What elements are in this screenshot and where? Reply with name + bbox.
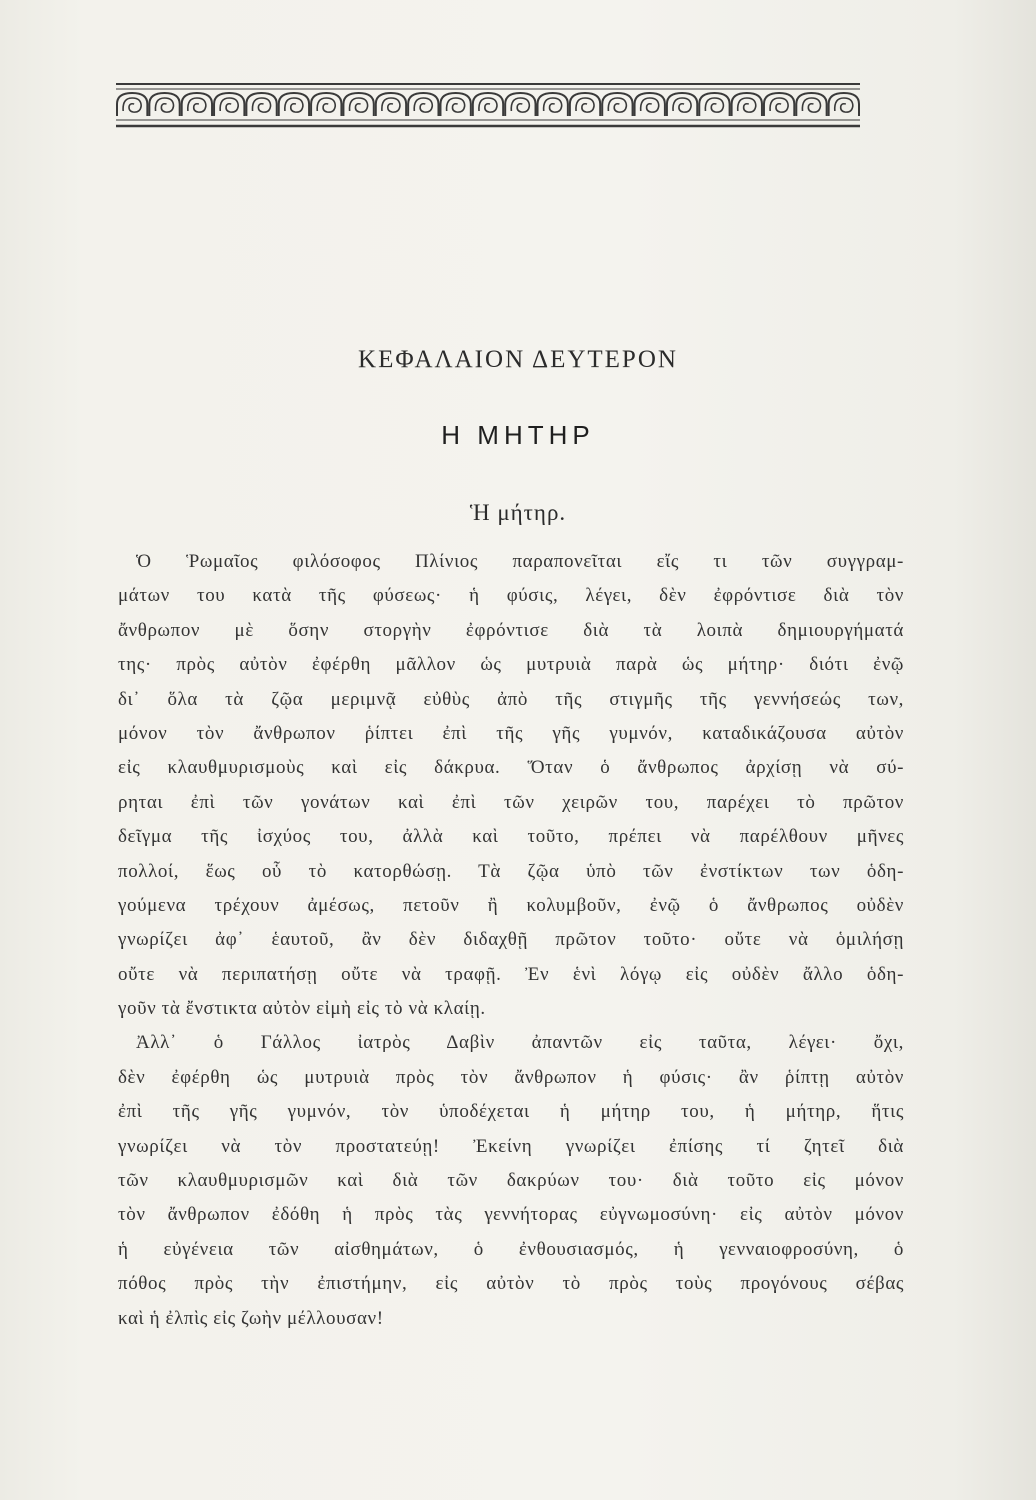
text-line: ἡ εὐγένεια τῶν αἰσθημάτων, ὁ ἐνθουσιασμός, ἡ γενναιοφροσύνη, ὁ (118, 1238, 904, 1260)
text-line: γνωρίζει νὰ τὸν προστατεύῃ! Ἐκείνη γνωρίζει ἐπίσης τί ζητεῖ διὰ (118, 1135, 904, 1157)
ornament-motif (699, 93, 729, 116)
ornament-motif (246, 93, 276, 116)
ornament-motif (149, 93, 179, 116)
text-line: δεῖγμα τῆς ἰσχύος του, ἀλλὰ καὶ τοῦτο, πρέπει νὰ παρέλθουν μῆνες (118, 826, 904, 848)
section-subtitle: Ἡ μήτηρ. (469, 500, 567, 525)
ornament-motif (505, 93, 535, 116)
text-line: δι᾽ ὅλα τὰ ζῷα μεριμνᾷ εὐθὺς ἀπὸ τῆς στιγμῆς τῆς γεννήσεώς των, (118, 688, 904, 710)
text-line: τῶν κλαυθμυρισμῶν καὶ διὰ τῶν δακρύων του· διὰ τοῦτο εἰς μόνον (118, 1170, 904, 1192)
ornament-motif (214, 93, 244, 116)
ornament-motif (473, 93, 503, 116)
text-line: ἐπὶ τῆς γῆς γυμνόν, τὸν ὑποδέχεται ἡ μήτηρ του, ἡ μήτηρ, ἥτις (118, 1101, 904, 1123)
text-line: εἰς κλαυθμυρισμοὺς καὶ εἰς δάκρυα. Ὅταν ὁ ἄνθρωπος ἀρχίσῃ νὰ σύ- (118, 757, 904, 779)
text-line: γούμενα τρέχουν ἀμέσως, πετοῦν ἢ κολυμβοῦν, ἐνῷ ὁ ἄνθρωπος οὐδὲν (118, 894, 904, 916)
text-line: Ὁ Ῥωμαῖος φιλόσοφος Πλίνιος παραπονεῖται εἴς τι τῶν συγγραμ- (136, 551, 904, 572)
ornament-motif (764, 93, 794, 116)
text-line: γνωρίζει ἀφ᾽ ἑαυτοῦ, ἂν δὲν διδαχθῇ πρῶτον τοῦτο· οὔτε νὰ ὁμιλήσῃ (118, 929, 904, 951)
ornament-motif (732, 93, 762, 116)
ornament-motif (182, 93, 212, 116)
ornament-motif (440, 93, 470, 116)
greek-key-border (116, 82, 860, 130)
text-line: πόθος πρὸς τὴν ἐπιστήμην, εἰς αὐτὸν τὸ πρὸς τοὺς προγόνους σέβας (118, 1273, 904, 1295)
ornament-motif (602, 93, 632, 116)
text-line: της· πρὸς αὐτὸν ἐφέρθη μᾶλλον ὡς μυτρυιὰ παρὰ ὡς μήτηρ· διότι ἐνῷ (118, 654, 904, 676)
ornament-motif (117, 93, 147, 116)
text-line: μάτων του κατὰ τῆς φύσεως· ἡ φύσις, λέγει, δὲν ἐφρόντισε διὰ τὸν (118, 585, 904, 607)
text-line: δὲν ἐφέρθη ὡς μυτρυιὰ πρὸς τὸν ἄνθρωπον ἡ φύσις· ἂν ῥίπτῃ αὐτὸν (118, 1066, 904, 1088)
ornament-motif (538, 93, 568, 116)
text-line: γοῦν τὰ ἔνστικτα αὐτὸν εἰμὴ εἰς τὸ νὰ κλαίῃ. (118, 998, 486, 1020)
ornament-motif (279, 93, 309, 116)
text-line: τὸν ἄνθρωπον ἐδόθη ἡ πρὸς τὰς γεννήτορας εὐγνωμοσύνη· εἰς αὐτὸν μόνον (118, 1204, 904, 1226)
text-line: μόνον τὸν ἄνθρωπον ῥίπτει ἐπὶ τῆς γῆς γυμνόν, καταδικάζουσα αὐτὸν (118, 722, 904, 744)
ornament-motif (829, 93, 859, 116)
body-text (118, 545, 904, 1336)
ornament-motif (343, 93, 373, 116)
ornament-motif (311, 93, 341, 116)
text-line: ρηται ἐπὶ τῶν γονάτων καὶ ἐπὶ τῶν χειρῶν του, παρέχει τὸ πρῶτον (118, 791, 904, 813)
ornament-motif (796, 93, 826, 116)
chapter-title: Η ΜΗΤΗΡ (441, 420, 595, 450)
text-line: Ἀλλ᾽ ὁ Γάλλος ἰατρὸς Δαβὶν ἀπαντῶν εἰς ταῦτα, λέγει· ὄχι, (136, 1032, 904, 1054)
text-line: οὔτε νὰ περιπατήσῃ οὔτε νὰ τραφῇ. Ἐν ἑνὶ λόγῳ εἰς οὐδὲν ἄλλο ὁδη- (118, 963, 904, 985)
ornament-motif (376, 93, 406, 116)
ornament-motif (408, 93, 438, 116)
ornament-motif (570, 93, 600, 116)
chapter-heading: ΚΕΦΑΛΑΙΟΝ ΔΕΥΤΕΡΟΝ (358, 346, 678, 373)
text-line: πολλοί, ἕως οὗ τὸ κατορθώσῃ. Τὰ ζῷα ὑπὸ τῶν ἐνστίκτων των ὁδη- (118, 860, 904, 882)
ornament-motif (667, 93, 697, 116)
text-line: ἄνθρωπον μὲ ὅσην στοργὴν ἐφρόντισε διὰ τὰ λοιπὰ δημιουργήματά (118, 619, 904, 641)
ornament-motif (635, 93, 665, 116)
text-line: καὶ ἡ ἐλπὶς εἰς ζωὴν μέλλουσαν! (118, 1307, 384, 1329)
